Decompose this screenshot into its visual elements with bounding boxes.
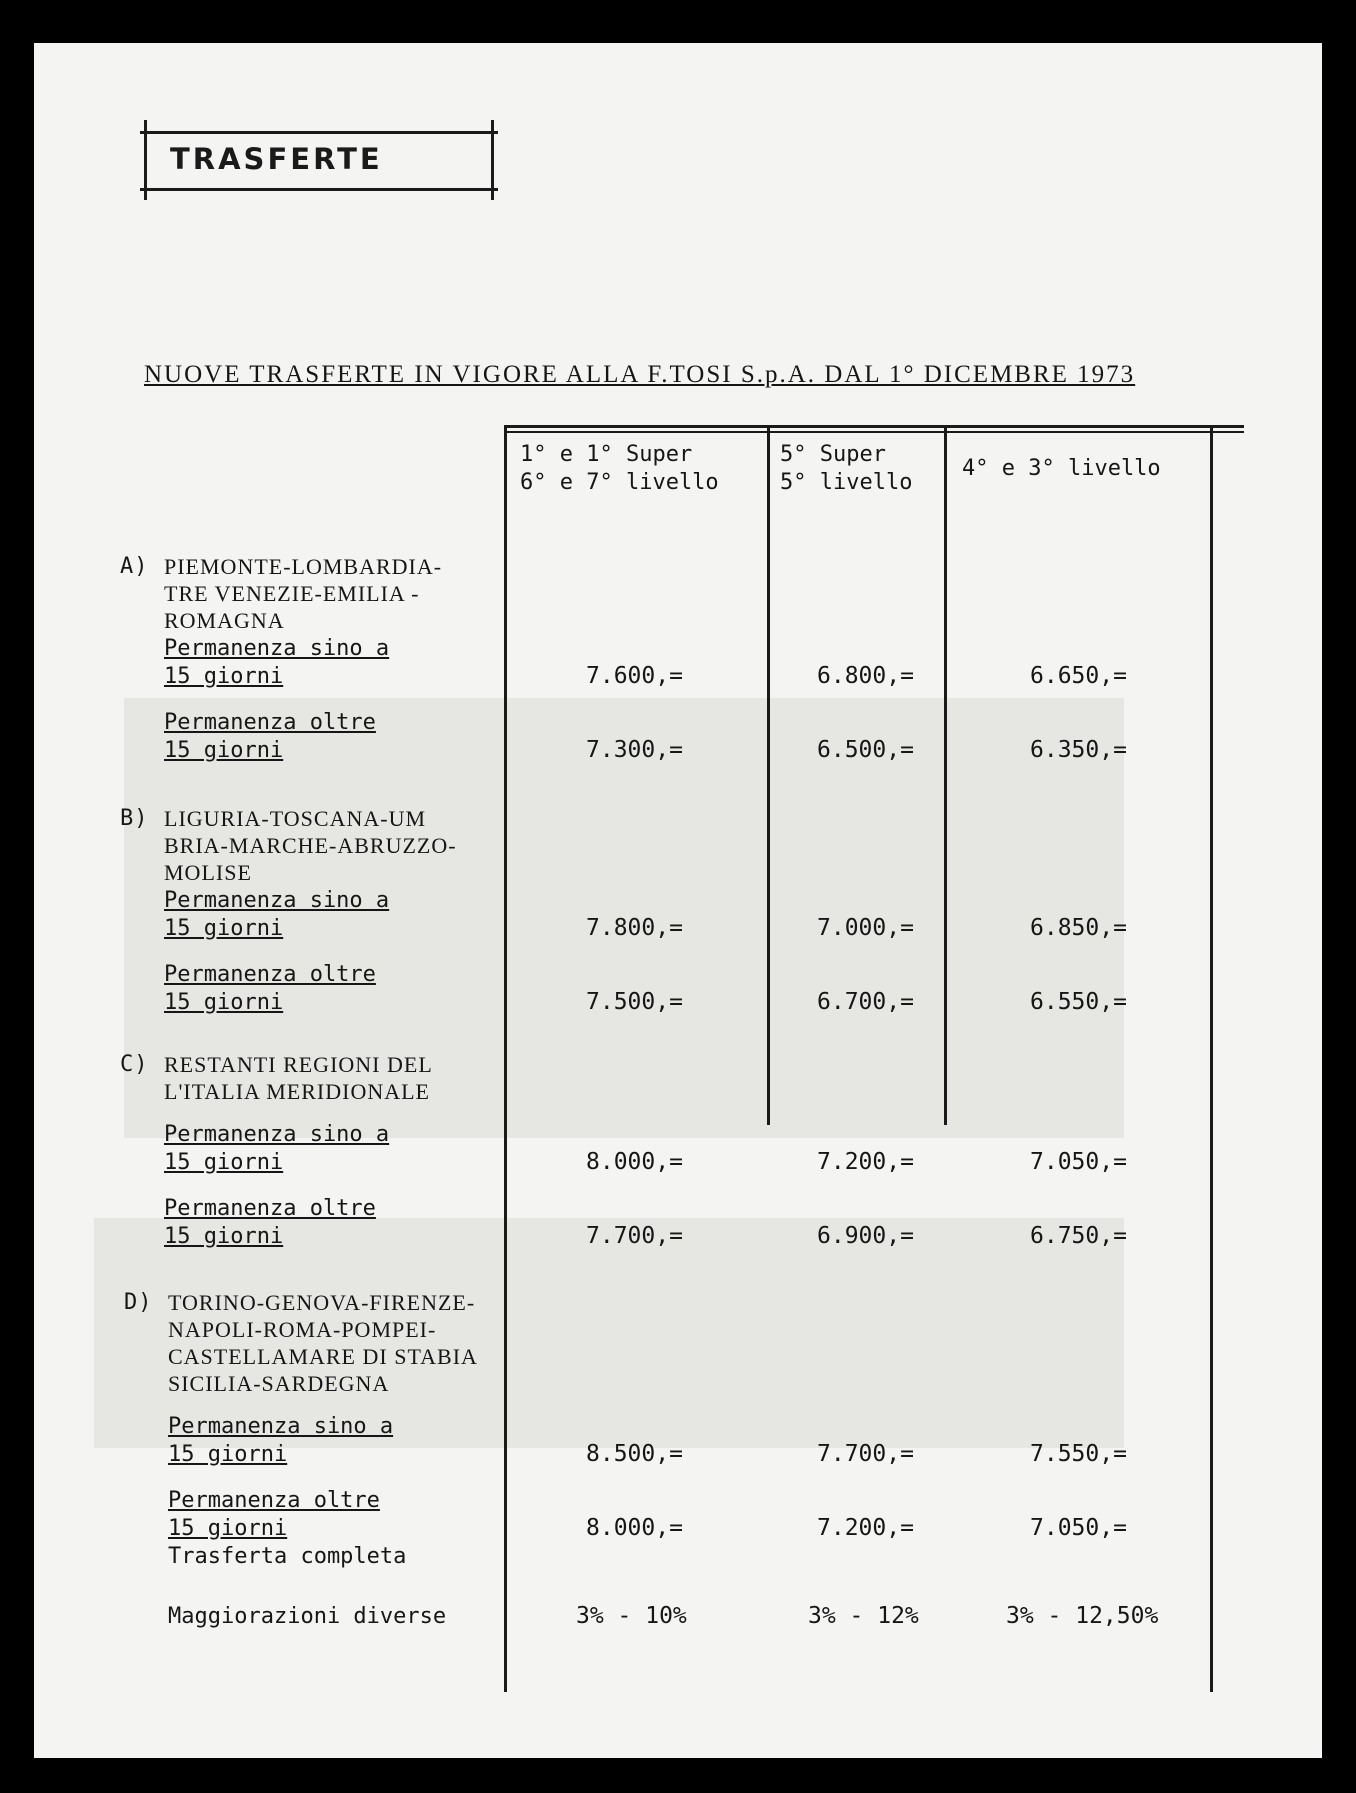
value-cell: 7.700,= bbox=[586, 1223, 683, 1249]
row-label-sino: Permanenza sino a 15 giorni bbox=[168, 1414, 394, 1467]
title-box bbox=[140, 131, 498, 191]
value-cell: 7.050,= bbox=[1030, 1149, 1127, 1175]
column-rule bbox=[1210, 425, 1213, 1692]
value-cell: 7.300,= bbox=[586, 737, 683, 763]
column-header-3: 4° e 3° livello bbox=[962, 456, 1161, 481]
table-top-rule bbox=[504, 431, 1244, 433]
value-cell: 7.200,= bbox=[817, 1149, 914, 1175]
value-cell: 7.200,= bbox=[817, 1515, 914, 1541]
value-cell: 7.600,= bbox=[586, 663, 683, 689]
value-cell: 7.800,= bbox=[586, 915, 683, 941]
value-cell: 6.800,= bbox=[817, 663, 914, 689]
row-label-oltre: Permanenza oltre 15 giorni bbox=[164, 710, 376, 763]
column-header-1: 1° e 1° Super 6° e 7° livello bbox=[520, 442, 719, 495]
table-top-rule bbox=[504, 425, 1244, 428]
value-cell: 7.550,= bbox=[1030, 1441, 1127, 1467]
value-cell: 3% - 12% bbox=[808, 1603, 919, 1629]
row-label-sino: Permanenza sino a 15 giorni bbox=[164, 888, 390, 941]
value-cell: 6.750,= bbox=[1030, 1223, 1127, 1249]
region-c: C) RESTANTI REGIONI DEL L'ITALIA MERIDIONALE bbox=[120, 1052, 433, 1104]
column-rule bbox=[767, 425, 770, 1125]
region-d: D) TORINO-GENOVA-FIRENZE- NAPOLI-ROMA-POMPEI- CASTELLAMARE DI STABIA SICILIA-SARDEGNA bbox=[124, 1290, 478, 1396]
value-cell: 3% - 10% bbox=[576, 1603, 687, 1629]
value-cell: 6.650,= bbox=[1030, 663, 1127, 689]
document-page bbox=[34, 43, 1322, 1758]
value-cell: 7.050,= bbox=[1030, 1515, 1127, 1541]
value-cell: 6.350,= bbox=[1030, 737, 1127, 763]
value-cell: 8.000,= bbox=[586, 1515, 683, 1541]
row-label-sino: Permanenza sino a 15 giorni bbox=[164, 636, 390, 689]
region-a: A) PIEMONTE-LOMBARDIA- TRE VENEZIE-EMILIA - ROMAGNA bbox=[120, 554, 443, 633]
row-label-oltre: Permanenza oltre 15 giorni bbox=[164, 962, 376, 1015]
row-label-oltre: Permanenza oltre 15 giorni Trasferta completa bbox=[168, 1488, 407, 1569]
table-heading: NUOVE TRASFERTE IN VIGORE ALLA F.TOSI S.p.A. DAL 1° DICEMBRE 1973 bbox=[144, 361, 1136, 388]
value-cell: 8.500,= bbox=[586, 1441, 683, 1467]
value-cell: 3% - 12,50% bbox=[1006, 1603, 1159, 1629]
value-cell: 6.500,= bbox=[817, 737, 914, 763]
value-cell: 7.500,= bbox=[586, 989, 683, 1015]
value-cell: 6.700,= bbox=[817, 989, 914, 1015]
row-label-maggiorazioni: Maggiorazioni diverse bbox=[168, 1604, 447, 1629]
value-cell: 6.900,= bbox=[817, 1223, 914, 1249]
value-cell: 6.550,= bbox=[1030, 989, 1127, 1015]
document-title: TRASFERTE bbox=[170, 142, 383, 176]
value-cell: 8.000,= bbox=[586, 1149, 683, 1175]
column-header-2: 5° Super 5° livello bbox=[780, 442, 913, 495]
column-rule bbox=[944, 425, 947, 1125]
row-label-sino: Permanenza sino a 15 giorni bbox=[164, 1122, 390, 1175]
value-cell: 7.700,= bbox=[817, 1441, 914, 1467]
region-b: B) LIGURIA-TOSCANA-UM BRIA-MARCHE-ABRUZZO- MOLISE bbox=[120, 806, 457, 885]
value-cell: 7.000,= bbox=[817, 915, 914, 941]
column-rule bbox=[504, 425, 507, 1692]
row-label-oltre: Permanenza oltre 15 giorni bbox=[164, 1196, 376, 1249]
value-cell: 6.850,= bbox=[1030, 915, 1127, 941]
